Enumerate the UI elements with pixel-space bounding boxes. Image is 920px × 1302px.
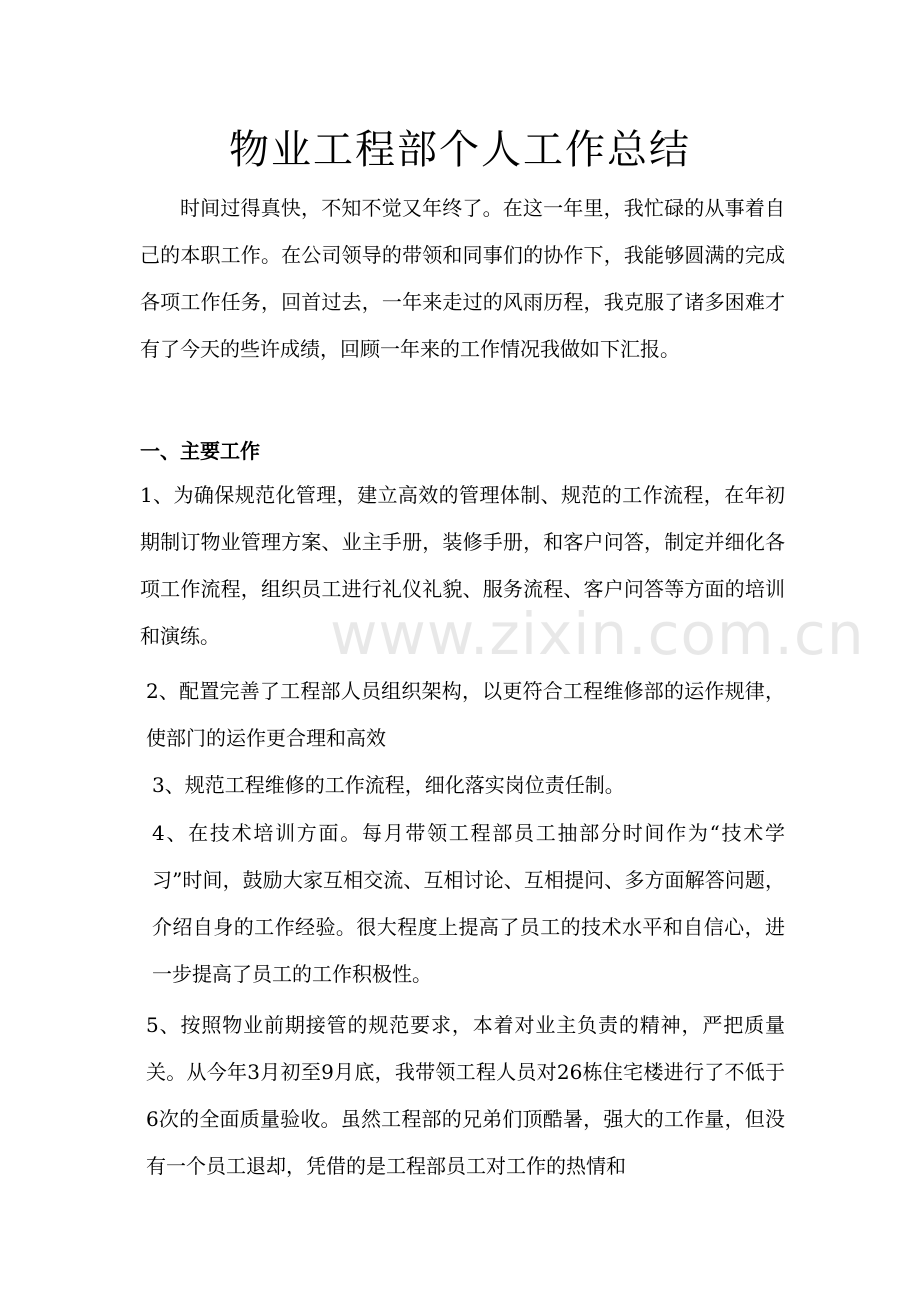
list-item: 4、在技术培训方面。每月带领工程部员工抽部分时间作为“技术学习”时间，鼓励大家互相交流、互相讨论、互相提问、多方面解答问题，介绍自身的工作经验。很大程度上提高了员工的技术水平和自信心，进一步提高了员工的工作积极性。 [152,821,785,986]
list-item: 2、配置完善了工程部人员组织架构，以更符合工程维修部的运作规律，使部门的运作更合理和高效 [146,679,785,750]
list-item: 5、按照物业前期接管的规范要求，本着对业主负责的精神，严把质量关。从今年3月初至9月底，我带领工程人员对26栋住宅楼进行了不低于6次的全面质量验收。虽然工程部的兄弟们顶酷暑，强大的工作量，但没有一个员工退却，凭借的是工程部员工对工作的热情和 [146,1013,785,1178]
intro-paragraph: 时间过得真快，不知不觉又年终了。在这一年里，我忙碌的从事着自己的本职工作。在公司领导的带领和同事们的协作下，我能够圆满的完成各项工作任务，回首过去，一年来走过的风雨历程，我克服了诸多困难才有了今天的些许成绩，回顾一年来的工作情况我做如下汇报。 [140,196,785,361]
section-heading: 一、主要工作 [140,439,260,463]
list-item: 3、规范工程维修的工作流程，细化落实岗位责任制。 [152,773,625,797]
list-item: 1、为确保规范化管理，建立高效的管理体制、规范的工作流程，在年初期制订物业管理方案、业主手册，装修手册，和客户问答，制定并细化各项工作流程，组织员工进行礼仪礼貌、服务流程、客户问答等方面的培训和演练。 [140,483,785,648]
watermark: www.zixin.com.cn [330,600,865,668]
page-title: 物业工程部个人工作总结 [229,127,691,173]
